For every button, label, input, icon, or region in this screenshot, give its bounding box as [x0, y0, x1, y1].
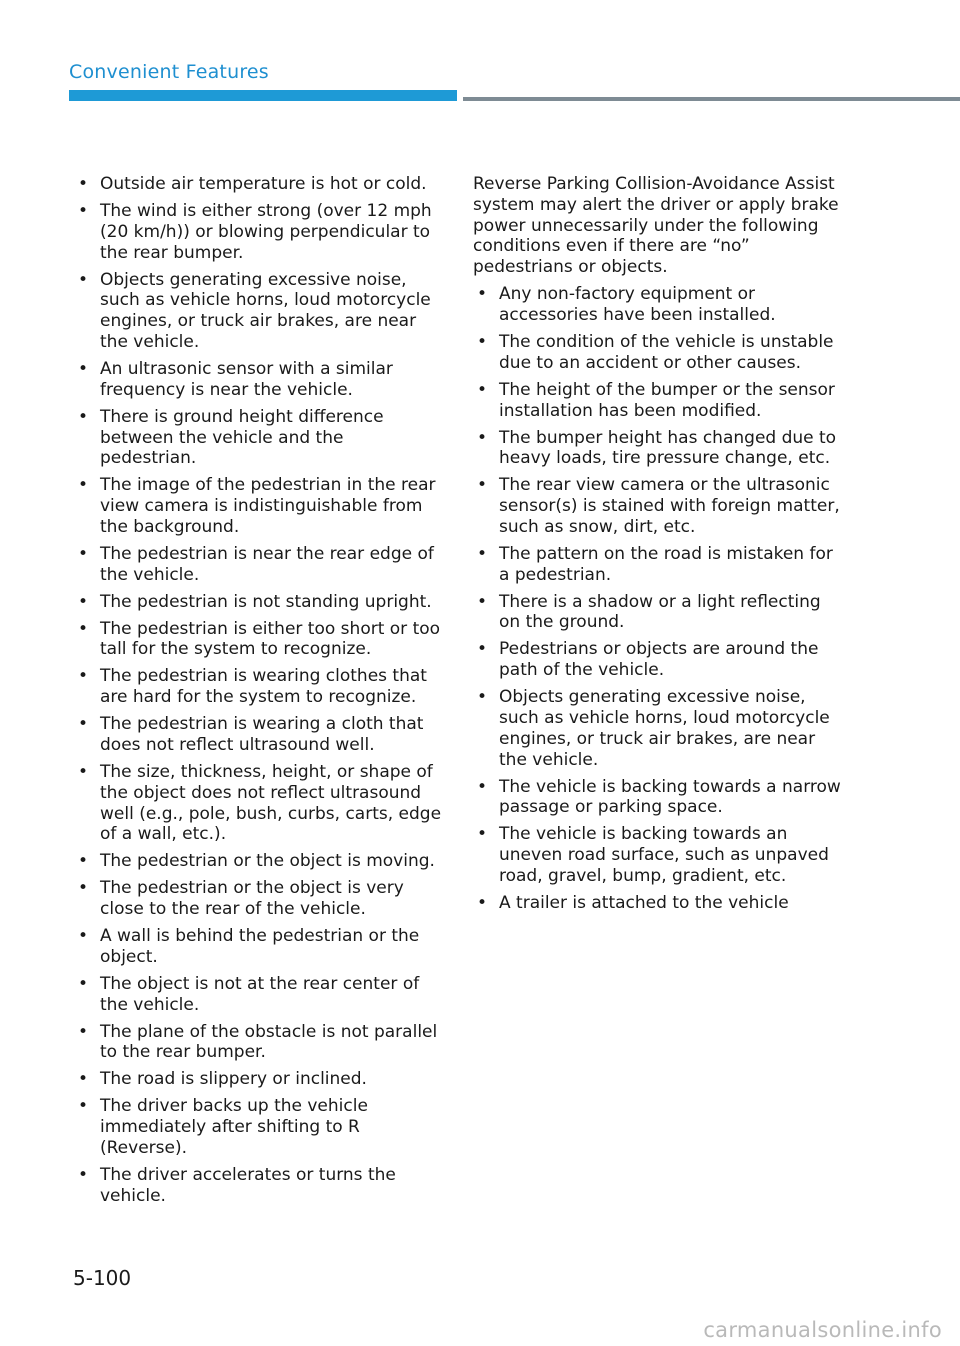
- bullet-icon: •: [78, 878, 89, 899]
- list-item-text: Objects generating excessive noise, such as vehicle horns, loud motorcycle engines, or truck air brakes, are near the vehicle.: [499, 687, 830, 770]
- header-rule-accent: [69, 90, 457, 101]
- bullet-icon: •: [78, 174, 89, 194]
- list-item: [74, 974, 444, 1016]
- bullet-icon: •: [78, 1069, 89, 1090]
- list-item-text: The pedestrian is wearing clothes that are hard for the system to recognize.: [100, 666, 427, 708]
- list-item: [473, 380, 845, 422]
- left-column: [74, 174, 444, 1213]
- list-item: [74, 359, 444, 401]
- list-item-text: Outside air temperature is hot or cold.: [100, 174, 427, 194]
- list-item-text: The object is not at the rear center of the vehicle.: [100, 973, 420, 1015]
- list-item-text: The pattern on the road is mistaken for a pedestrian.: [499, 543, 833, 585]
- list-item-text: The wind is either strong (over 12 mph (20 km/h)) or blowing perpendicular to the rear bumper.: [100, 200, 432, 263]
- list-item: [74, 878, 444, 920]
- list-item-text: A wall is behind the pedestrian or the object.: [100, 926, 420, 967]
- bullet-icon: •: [477, 776, 488, 797]
- list-item: [473, 475, 845, 537]
- list-item-text: The size, thickness, height, or shape of the object does not reflect ultrasound well (e.g., pole, bush, curbs, carts, edge of a wall, etc.).: [100, 761, 442, 845]
- bullet-icon: •: [78, 1165, 89, 1186]
- list-item-text: Objects generating excessive noise, such as vehicle horns, loud motorcycle engines, or truck air brakes, are near the vehicle.: [100, 269, 431, 352]
- bullet-icon: •: [78, 1096, 89, 1117]
- bullet-icon: •: [477, 687, 488, 708]
- list-item-text: The plane of the obstacle is not parallel to the rear bumper.: [100, 1021, 438, 1063]
- list-item-text: The pedestrian or the object is moving.: [100, 851, 435, 872]
- list-item-text: There is ground height difference between the vehicle and the pedestrian.: [100, 406, 384, 469]
- list-item: [473, 592, 845, 634]
- right-column: [473, 174, 845, 920]
- bullet-icon: •: [78, 269, 89, 290]
- list-item-text: The rear view camera or the ultrasonic sensor(s) is stained with foreign matter, such as snow, dirt, etc.: [499, 475, 840, 537]
- section-title: Convenient Features: [69, 61, 269, 83]
- list-item: [473, 544, 845, 586]
- bullet-icon: •: [78, 1021, 89, 1042]
- list-item: [74, 666, 444, 708]
- watermark: carmanualsonline.info: [703, 1318, 942, 1342]
- bullet-icon: •: [477, 543, 488, 564]
- bullet-icon: •: [78, 200, 89, 221]
- list-item-text: Any non-factory equipment or accessories have been installed.: [499, 284, 776, 325]
- bullet-icon: •: [477, 892, 488, 913]
- list-item-text: A trailer is attached to the vehicle: [499, 892, 789, 913]
- list-item: [473, 284, 845, 326]
- bullet-icon: •: [477, 379, 488, 400]
- intro-paragraph: Reverse Parking Collision-Avoidance Assist system may alert the driver or apply brake power unnecessarily under the following conditions even if there are “no” pedestrians or objects.: [473, 174, 839, 278]
- list-item-text: The vehicle is backing towards an uneven road surface, such as unpaved road, gravel, bump, gradient, etc.: [499, 824, 829, 886]
- list-item-text: The pedestrian is near the rear edge of the vehicle.: [100, 543, 434, 585]
- list-item-text: The image of the pedestrian in the rear view camera is indistinguishable from the background.: [100, 475, 436, 537]
- bullet-icon: •: [477, 591, 488, 612]
- list-item: [473, 428, 845, 470]
- bullet-icon: •: [78, 973, 89, 994]
- list-item: [473, 639, 845, 681]
- list-item-text: There is a shadow or a light reflecting on the ground.: [499, 591, 821, 633]
- bullet-icon: •: [78, 618, 89, 639]
- list-item: [74, 544, 444, 586]
- list-item: [74, 270, 444, 353]
- bullet-icon: •: [477, 331, 488, 352]
- list-item-text: The pedestrian or the object is very close to the rear of the vehicle.: [100, 878, 404, 920]
- list-item: [473, 777, 845, 819]
- list-item: [74, 201, 444, 263]
- list-item-text: The driver accelerates or turns the vehicle.: [100, 1165, 396, 1206]
- list-item-text: The bumper height has changed due to heavy loads, tire pressure change, etc.: [499, 427, 837, 469]
- list-item-text: An ultrasonic sensor with a similar frequency is near the vehicle.: [100, 358, 393, 400]
- bullet-icon: •: [78, 851, 89, 872]
- bullet-icon: •: [78, 543, 89, 564]
- bullet-icon: •: [78, 358, 89, 379]
- list-item: [74, 1069, 444, 1090]
- list-item: [74, 926, 444, 968]
- bullet-icon: •: [78, 666, 89, 687]
- list-item: [74, 475, 444, 537]
- list-item: [74, 592, 444, 613]
- list-item-text: The pedestrian is not standing upright.: [100, 591, 432, 612]
- bullet-icon: •: [78, 714, 89, 735]
- bullet-icon: •: [477, 475, 488, 496]
- list-item: [473, 824, 845, 886]
- list-item: [74, 1096, 444, 1158]
- list-item: [74, 1022, 444, 1064]
- bullet-icon: •: [78, 591, 89, 612]
- list-item: [74, 619, 444, 661]
- list-item: [473, 332, 845, 374]
- list-item-text: The vehicle is backing towards a narrow passage or parking space.: [499, 776, 841, 818]
- bullet-icon: •: [477, 427, 488, 448]
- list-item: [473, 687, 845, 770]
- list-item-text: The pedestrian is either too short or too tall for the system to recognize.: [100, 618, 441, 660]
- right-bullet-list: [473, 284, 845, 914]
- bullet-icon: •: [477, 824, 488, 845]
- list-item: [74, 714, 444, 756]
- list-item-text: The condition of the vehicle is unstable due to an accident or other causes.: [499, 331, 834, 373]
- list-item: [74, 407, 444, 469]
- list-item: [74, 174, 444, 195]
- bullet-icon: •: [477, 639, 488, 660]
- left-bullet-list: [74, 174, 444, 1207]
- bullet-icon: •: [78, 475, 89, 496]
- list-item: [473, 893, 845, 914]
- page-number: 5-100: [73, 1266, 132, 1290]
- list-item-text: The driver backs up the vehicle immediately after shifting to R (Reverse).: [100, 1096, 368, 1159]
- list-item-text: Pedestrians or objects are around the path of the vehicle.: [499, 639, 819, 681]
- bullet-icon: •: [78, 406, 89, 427]
- list-item: [74, 1165, 444, 1207]
- list-item-text: The pedestrian is wearing a cloth that does not reflect ultrasound well.: [100, 714, 424, 755]
- bullet-icon: •: [477, 284, 488, 305]
- bullet-icon: •: [78, 926, 89, 947]
- list-item: [74, 851, 444, 872]
- list-item: [74, 762, 444, 845]
- list-item-text: The height of the bumper or the sensor installation has been modified.: [499, 379, 835, 421]
- list-item-text: The road is slippery or inclined.: [100, 1069, 367, 1090]
- header-rule: [463, 97, 960, 101]
- bullet-icon: •: [78, 761, 89, 782]
